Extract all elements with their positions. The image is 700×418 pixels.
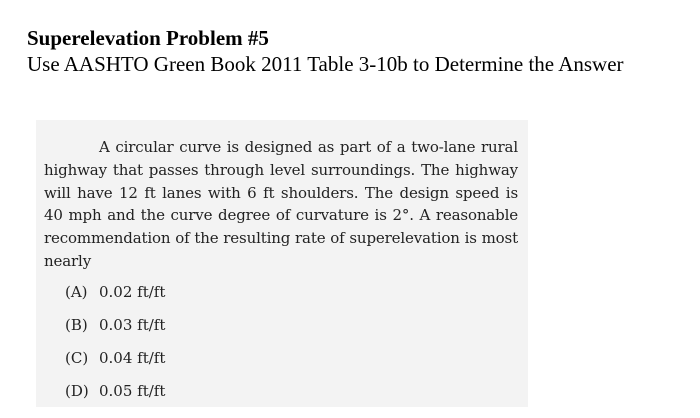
answer-choice-c (65, 342, 165, 375)
choice-letter: (A) (65, 283, 88, 301)
choice-letter: (D) (65, 382, 89, 400)
page-title: Superelevation Problem #5 (27, 26, 269, 50)
choice-letter: (B) (65, 316, 88, 334)
page-subtitle: Use AASHTO Green Book 2011 Table 3-10b to Determine the Answer (27, 52, 624, 76)
problem-statement: A circular curve is designed as part of a two-lane rural highway that passes through level surroundings. The highway will have 12 ft lanes with 6 ft shoulders. The design speed is 40 mph and the curve degree of curvature is 2°. A reasonable recommendation of the resulting rate of superelevation is most nearly (44, 138, 518, 270)
answer-choice-d (65, 375, 165, 408)
choice-text: 0.04 ft/ft (99, 349, 166, 367)
answer-choice-b (65, 309, 165, 342)
answer-choices (65, 276, 165, 408)
choice-text: 0.05 ft/ft (99, 382, 166, 400)
choice-text: 0.03 ft/ft (99, 316, 166, 334)
problem-card (36, 120, 528, 407)
choice-text: 0.02 ft/ft (99, 283, 166, 301)
choice-letter: (C) (65, 349, 89, 367)
answer-choice-a (65, 276, 165, 309)
